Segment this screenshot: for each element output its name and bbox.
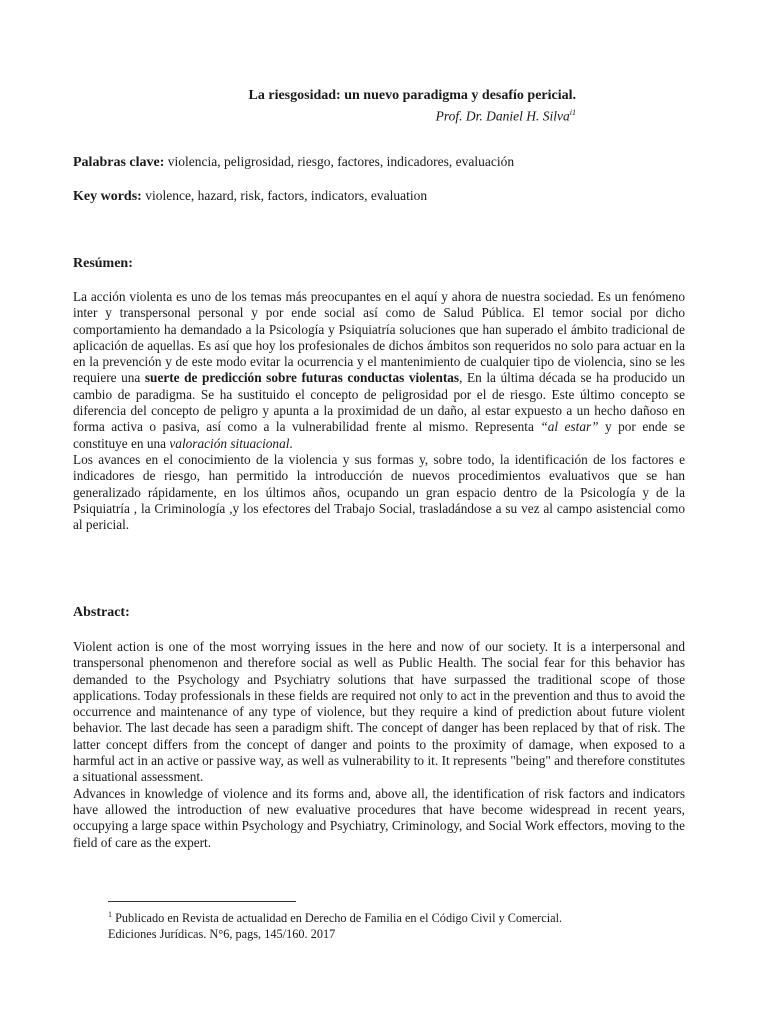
abstract-body — [73, 639, 685, 851]
footnote — [108, 907, 668, 942]
footnote-separator — [108, 901, 296, 902]
author-line — [0, 104, 576, 125]
paper-title: La riesgosidad: un nuevo paradigma y desafío pericial. — [248, 88, 576, 103]
author-name: Prof. Dr. Daniel H. Silva — [435, 108, 570, 124]
resumen-text-a: La acción violenta es uno de los temas más preocupantes en el aquí y ahora de nuestra sociedad. Es un fenómeno inter y transpersonal personal y por ende social así como de Salud Pública. El temor social por dicho comportamiento ha demandado a la Psicología y Psiquiatría soluciones que han superado el ámbito tradicional de aplicación de aquellas. Es así que hoy los profesionales de dichos ámbitos son requeridos no solo para actuar en la en la prevención y de este modo evitar la ocurrencia y el mantenimiento de cualquier tipo de violencia, sino se les requiere una — [73, 289, 685, 386]
keywords-spanish-text: violencia, peligrosidad, riesgo, factores, indicadores, evaluación — [164, 154, 515, 169]
resumen-italic-phrase: “al estar” — [540, 419, 599, 435]
resumen-text-c: y por ende se constituye en una — [73, 419, 685, 451]
resumen-text-b: , En la última década se ha producido un cambio de paradigma. Se ha sustituido el concepto de peligrosidad por el de riesgo. Este último concepto se diferencia del concepto de peligro y apunta a la proximidad de un daño, al estar expuesto a un hecho dañoso en forma activa o pasiva, así como a la vulnerabilidad frente al mismo. Representa — [73, 370, 685, 435]
resumen-bold-phrase: suerte de predicción sobre futuras conductas violentas — [144, 370, 460, 386]
resumen-body — [73, 289, 685, 533]
resumen-italic-phrase-2: valoración situacional — [169, 435, 290, 451]
resumen-paragraph-2: Los avances en el conocimiento de la violencia y sus formas y, sobre todo, la identificación de los factores e indicadores de riesgo, han permitido la introducción de nuevos procedimientos evaluativos que se han generalizado rápidamente, en los últimos años, ocupando un gran espacio dentro de la Psicología y de la Psiquiatría , la Criminología ,y los efectores del Trabajo Social, trasladándose a su vez al campo asistencial como al pericial. — [73, 451, 685, 533]
footnote-text-1: Publicado en Revista de actualidad en Derecho de Familia en el Código Civil y Comercial. — [112, 911, 563, 926]
keywords-english-text: violence, hazard, risk, factors, indicators, evaluation — [141, 188, 428, 203]
abstract-paragraph-2: Advances in knowledge of violence and its forms and, above all, the identification of risk factors and indicators have allowed the introduction of new evaluative procedures that have become widespread in recent years, occupying a large space within Psychology and Psychiatry, Criminology, and Social Work effectors, moving to the field of care as the expert. — [73, 785, 685, 850]
abstract-heading: Abstract: — [73, 605, 130, 620]
keywords-english — [73, 187, 427, 205]
abstract-paragraph-1: Violent action is one of the most worrying issues in the here and now of our society. It is a interpersonal and transpersonal phenomenon and therefore social as well as Public Health. The social fear for this behavior has demanded to the Psychology and Psychiatry solutions that have surpassed the traditional scope of those applications. Today professionals in these fields are required not only to act in the prevention and thus to avoid the occurrence and maintenance of any type of violence, but they require a kind of prediction about future violent behavior. The last decade has seen a paradigm shift. The concept of danger has been replaced by that of risk. The latter concept differs from the concept of danger and points to the proximity of damage, when exposed to a harmful act in an active or passive way, as well as vulnerability to it. It represents "being" and therefore constitutes a situational assessment. — [73, 639, 685, 785]
resumen-paragraph-1 — [73, 289, 685, 452]
resumen-text-d: . — [289, 435, 293, 451]
resumen-heading: Resúmen: — [73, 256, 133, 271]
author-footnote-marker: i1 — [569, 108, 576, 117]
footnote-marker: 1 — [108, 910, 112, 919]
keywords-english-label: Key words: — [73, 189, 142, 204]
title-block — [0, 87, 576, 125]
keywords-spanish-label: Palabras clave: — [73, 155, 165, 170]
footnote-line-1 — [108, 907, 668, 926]
keywords-spanish — [73, 153, 514, 171]
footnote-line-2: Ediciones Jurídicas. N°6, pags, 145/160. 2017 — [108, 927, 336, 942]
